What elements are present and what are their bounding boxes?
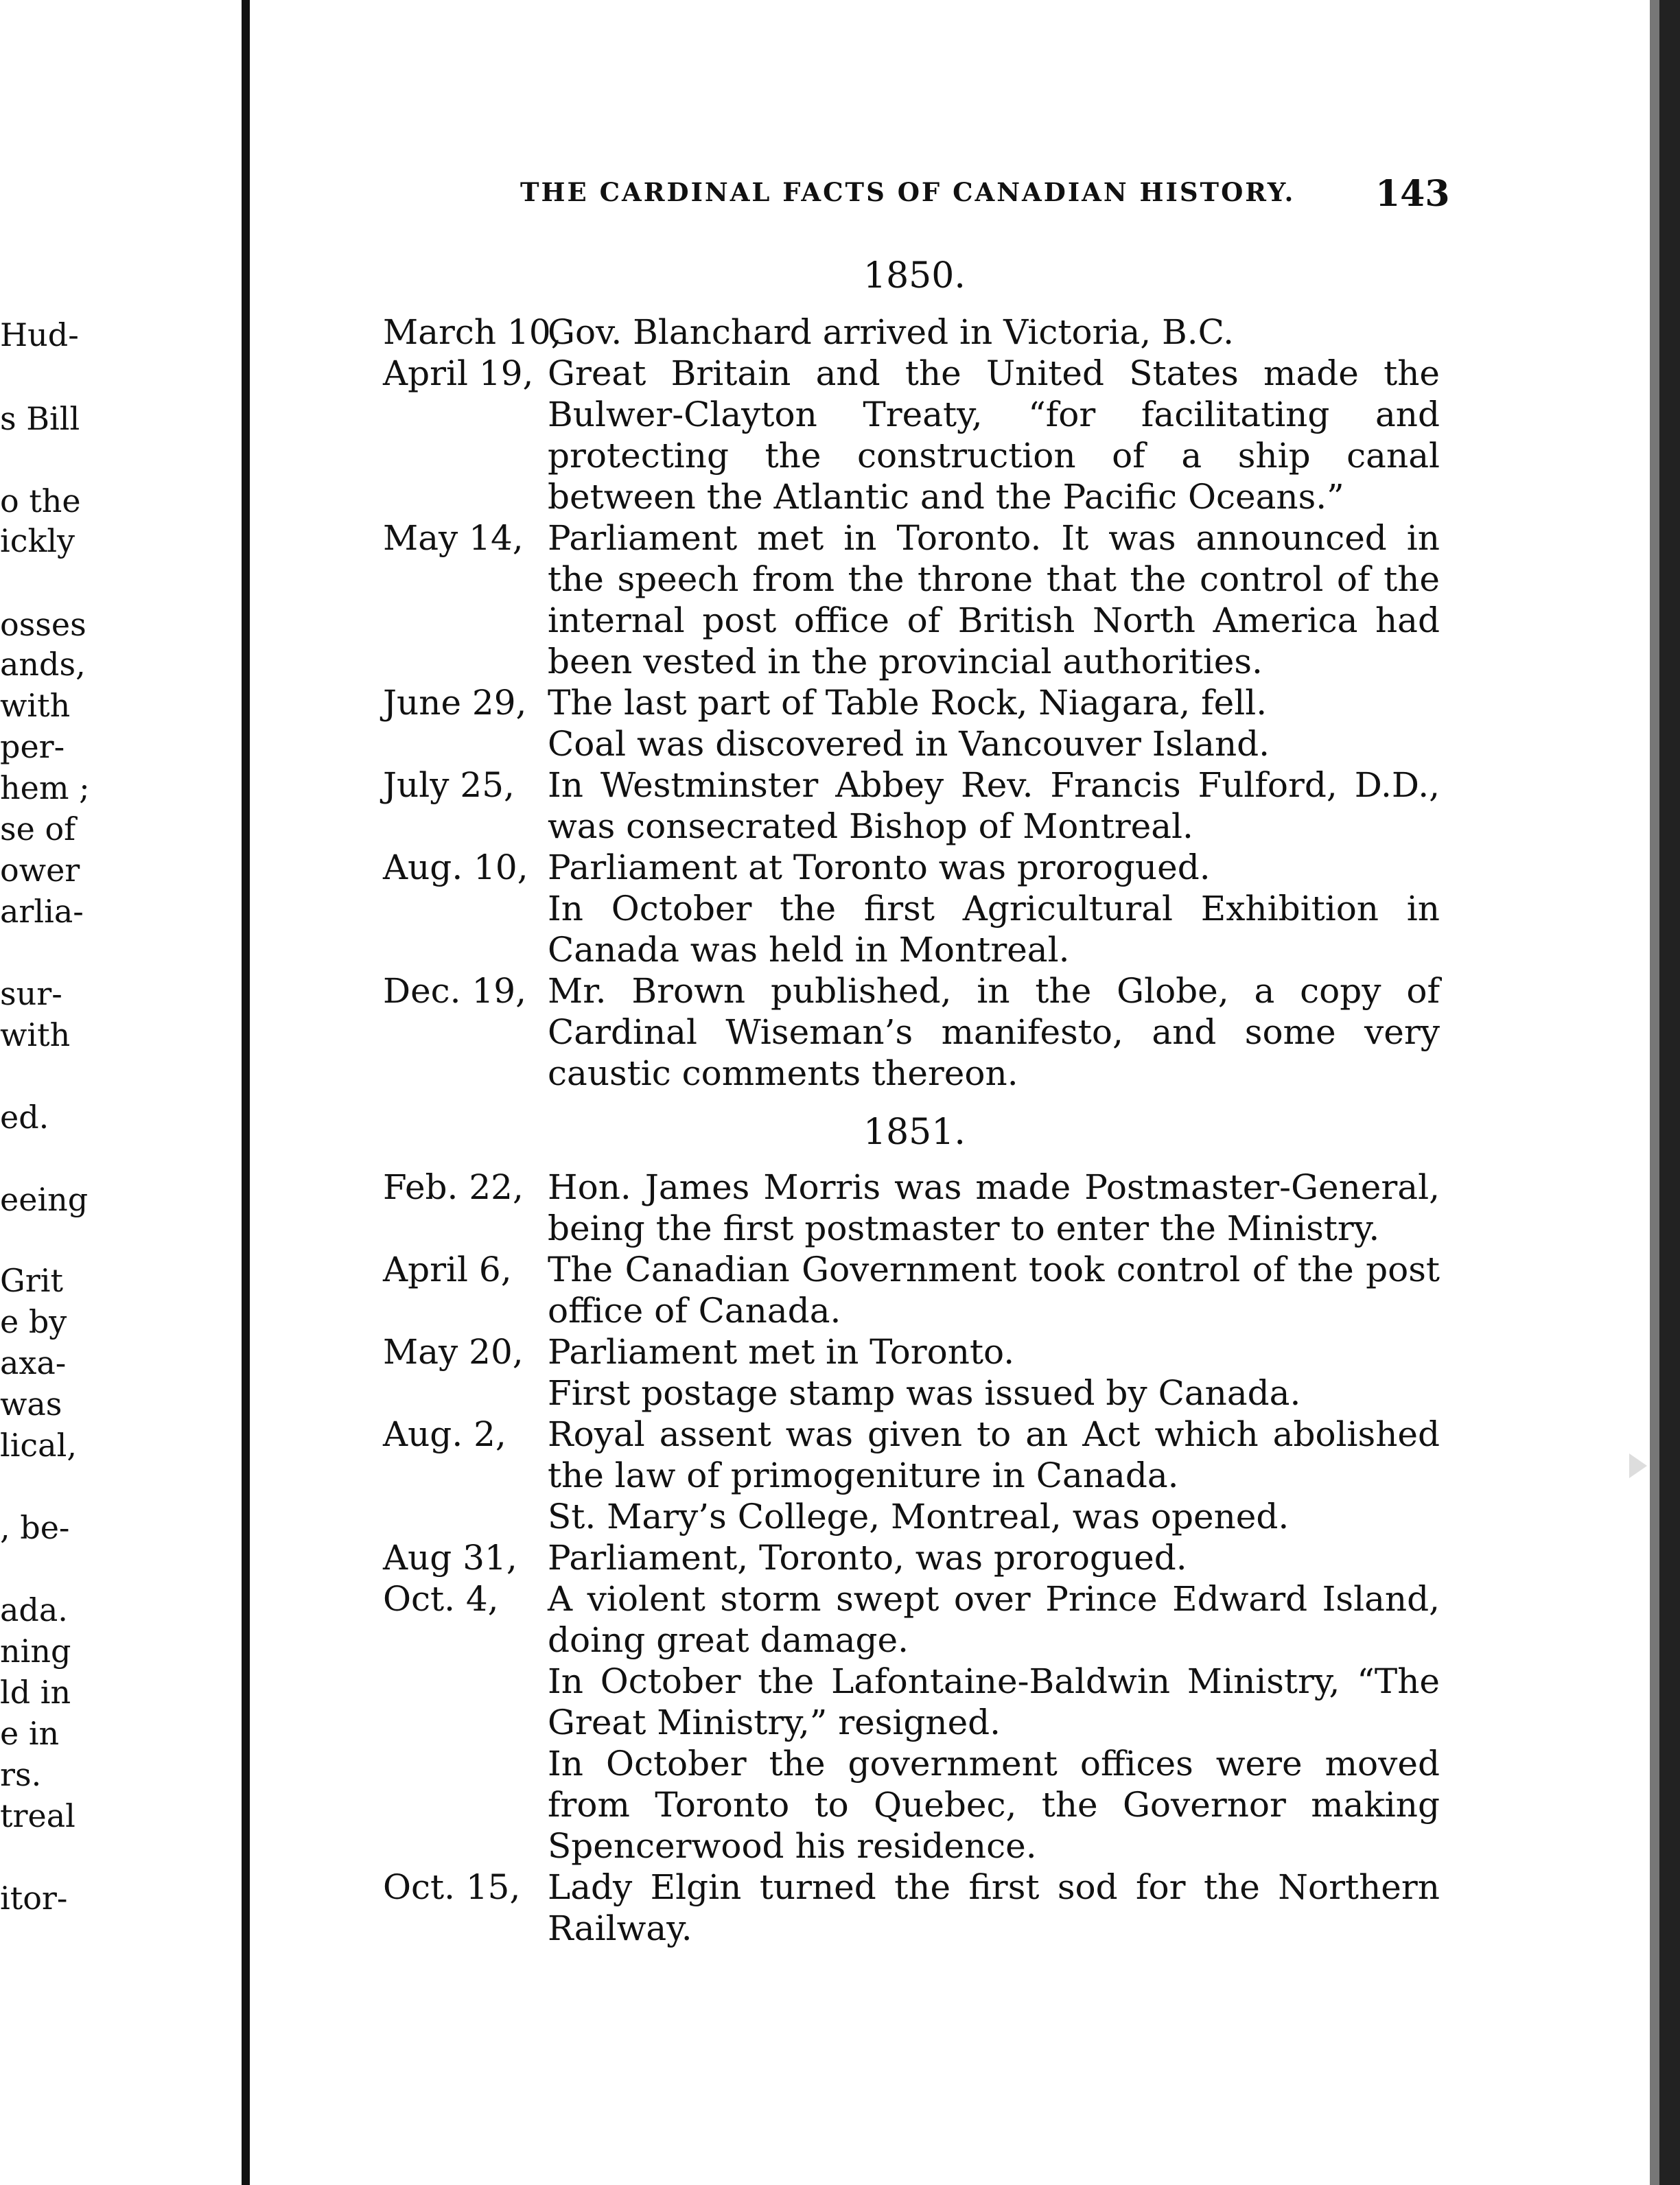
- left-page-fragment: ands,: [0, 646, 86, 683]
- left-page-fragment: treal: [0, 1797, 75, 1834]
- left-page-fragment: per-: [0, 728, 65, 765]
- left-page-fragment: was: [0, 1386, 62, 1423]
- left-page-fragment: eeing: [0, 1181, 89, 1218]
- page-turn-arrow-icon: [1629, 1453, 1647, 1478]
- running-head: THE CARDINAL FACTS OF CANADIAN HISTORY.: [520, 177, 1296, 207]
- left-page-fragment: ada.: [0, 1591, 68, 1628]
- entry-note: Coal was discovered in Vancouver Island.: [548, 724, 1270, 764]
- left-page-fragment: ld in: [0, 1674, 71, 1711]
- page-number: 143: [1375, 173, 1450, 215]
- entry-note: St. Mary’s College, Montreal, was opened.: [548, 1497, 1290, 1536]
- left-page-fragment: lical,: [0, 1427, 77, 1464]
- left-page-fragment: itor-: [0, 1880, 68, 1917]
- entry-text: Hon. James Morris was made Postmaster-General, being the first postmaster to enter the Ministry.: [548, 1167, 1440, 1248]
- chronology-entry: [383, 1167, 1440, 1249]
- left-page-fragment: sur-: [0, 975, 62, 1012]
- left-page-fragment: arlia-: [0, 893, 84, 930]
- left-page-fragment: s Bill: [0, 400, 80, 437]
- left-page-fragment: hem ;: [0, 769, 90, 806]
- entry-note: First postage stamp was issued by Canada.: [548, 1373, 1301, 1413]
- page-edge-shadow: [1650, 0, 1659, 2185]
- entry-text: Parliament at Toronto was prorogued.: [548, 848, 1211, 887]
- entry-date: May 20,: [383, 1332, 524, 1372]
- left-page-fragment: axa-: [0, 1344, 67, 1381]
- left-page-fragment: rs.: [0, 1756, 42, 1793]
- year-heading: 1851.: [863, 1112, 966, 1153]
- left-page-fragment: ower: [0, 852, 80, 889]
- left-page-fragment: e in: [0, 1715, 60, 1752]
- left-page-fragment: Hud-: [0, 316, 79, 353]
- chronology-entry: [383, 764, 1440, 847]
- entry-date: Aug. 10,: [383, 848, 528, 887]
- left-page-fragment: e by: [0, 1303, 67, 1340]
- entry-date: March 10,: [383, 312, 562, 352]
- entry-date: Oct. 4,: [383, 1579, 499, 1619]
- entry-note: In October the government offices were moved from Toronto to Quebec, the Governor making Spencerwood his residence.: [548, 1744, 1440, 1866]
- left-page-fragment: , be-: [0, 1509, 70, 1546]
- entry-date: Feb. 22,: [383, 1167, 524, 1207]
- entry-text: In Westminster Abbey Rev. Francis Fulford, D.D., was consecrated Bishop of Montreal.: [548, 765, 1440, 846]
- chronology-entry: [383, 1331, 1440, 1372]
- entry-date: Oct. 15,: [383, 1867, 521, 1907]
- entry-date: July 25,: [383, 765, 515, 805]
- entry-date: April 19,: [383, 353, 534, 393]
- entry-date: Aug 31,: [383, 1538, 517, 1578]
- chronology-entry: [383, 1867, 1440, 1949]
- chronology-entry: [383, 1249, 1440, 1331]
- year-heading: 1850.: [863, 255, 966, 296]
- chronology-entry: [383, 312, 1440, 353]
- left-page-fragment: ed.: [0, 1099, 49, 1136]
- entry-text: The last part of Table Rock, Niagara, fell.: [548, 683, 1268, 723]
- entry-text: Gov. Blanchard arrived in Victoria, B.C.: [548, 312, 1235, 352]
- entry-date: April 6,: [383, 1250, 512, 1289]
- entry-date: Dec. 19,: [383, 971, 526, 1011]
- entry-date: Aug. 2,: [383, 1414, 506, 1454]
- entry-text: Parliament met in Toronto. It was announced in the speech from the throne that the control of the internal post office of British North America had been vested in the provincial authorities.: [548, 518, 1440, 681]
- left-page-fragment: with: [0, 1016, 71, 1053]
- entry-text: Parliament, Toronto, was prorogued.: [548, 1538, 1187, 1578]
- entry-text: Royal assent was given to an Act which abolished the law of primogeniture in Canada.: [548, 1414, 1440, 1495]
- chronology-entry: [383, 970, 1440, 1094]
- left-page-fragment: Grit: [0, 1262, 63, 1299]
- entry-text: A violent storm swept over Prince Edward Island, doing great damage.: [548, 1579, 1440, 1660]
- chronology-entry: [383, 682, 1440, 723]
- chronology-entry: [383, 517, 1440, 682]
- chronology-entry: [383, 847, 1440, 888]
- entry-text: Lady Elgin turned the first sod for the Northern Railway.: [548, 1867, 1440, 1948]
- entry-text: The Canadian Government took control of the post office of Canada.: [548, 1250, 1440, 1331]
- entry-date: May 14,: [383, 518, 524, 558]
- entry-note: In October the Lafontaine-Baldwin Ministry, “The Great Ministry,” resigned.: [548, 1661, 1440, 1742]
- entry-note: In October the first Agricultural Exhibition in Canada was held in Montreal.: [548, 889, 1440, 970]
- left-page-fragment: ickly: [0, 522, 75, 559]
- left-page-fragment: with: [0, 687, 71, 724]
- entry-text: Mr. Brown published, in the Globe, a copy of Cardinal Wiseman’s manifesto, and some very caustic comments thereon.: [548, 971, 1440, 1093]
- page-edge: [1659, 0, 1680, 2185]
- entry-date: June 29,: [383, 683, 527, 723]
- entry-text: Great Britain and the United States made the Bulwer-Clayton Treaty, “for facilitating and protecting the construction of a ship canal between the Atlantic and the Pacific Oceans.”: [548, 353, 1440, 517]
- chronology-entry: [383, 1414, 1440, 1496]
- left-page-fragment: ning: [0, 1633, 71, 1670]
- chronology-entry: [383, 1578, 1440, 1661]
- book-gutter-line: [242, 0, 250, 2185]
- chronology-entry: [383, 1537, 1440, 1578]
- left-page-fragment: se of: [0, 810, 76, 848]
- left-page-fragment: osses: [0, 606, 86, 643]
- entry-text: Parliament met in Toronto.: [548, 1332, 1015, 1372]
- left-page-fragment: o the: [0, 482, 81, 519]
- chronology-entry: [383, 353, 1440, 517]
